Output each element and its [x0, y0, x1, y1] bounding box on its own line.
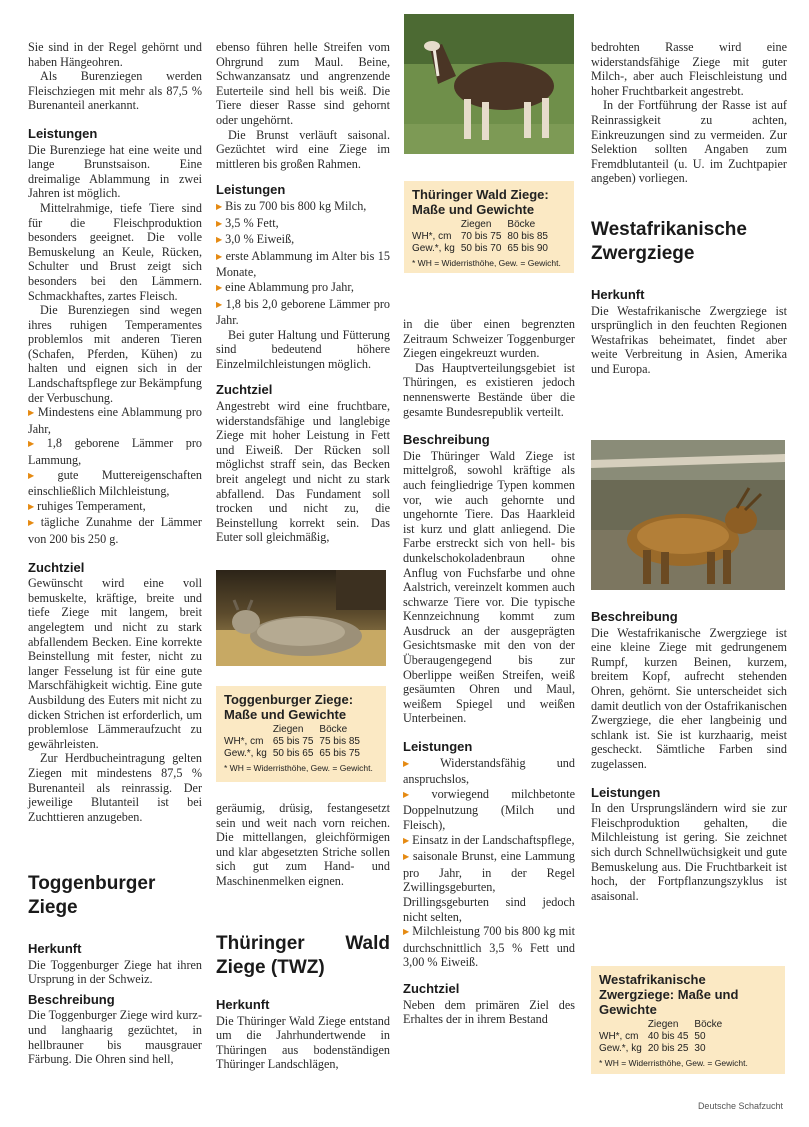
list-item: ▶ erste Ablammung im Alter bis 15 Monate,	[216, 249, 390, 280]
list-item: ▶ 3,5 % Fett,	[216, 216, 390, 233]
paragraph: Gewünscht wird eine voll bemuskelte, kräftige, breite und tiefe Ziege mit langem, breit angelegtem und nicht zu stark abfallendem Becken. Eine korrekte Beinstellung mit fester, nicht zu langer Fesselung ist für eine gute Marschfähigkeit wichtig. Eine gute Ausbildung des Euters mit nicht zu dicken Strichen ist erforderlich, um problemlose Lämmeraufzucht zu gewährleisten.	[28, 576, 202, 751]
column-2	[216, 40, 390, 545]
table-cell: 40 bis 45	[647, 1031, 689, 1042]
table-header	[224, 724, 273, 736]
list-item: ▶ 1,8 geborene Lämmer pro Lammung,	[28, 436, 202, 467]
table-cell: 65 bis 75	[272, 736, 314, 747]
box-title: Westafrikanische Zwergziege: Maße und Gewichte	[599, 972, 739, 1017]
paragraph: Die Westafrikanische Zwergziege ist ursprünglich in den feuchten Regionen Westafrikas beheimatet, findet aber weite Verbreitung in Asien, Amerika und Europa.	[591, 303, 787, 376]
info-box-westafrika	[591, 966, 785, 1074]
heading-zuchtziel-thueringer: Zuchtziel	[403, 980, 460, 996]
heading-beschreibung-toggenburger: Beschreibung	[28, 991, 115, 1007]
paragraph: In der Fortführung der Rasse ist auf Reinrassigkeit zu achten, Einkreuzungen sind zu vermeiden. Zur Selektion sollten Angaben zum Fremdblutanteil (u. U. im Zuchtpapier angeben) vorliegen.	[591, 98, 787, 186]
column-1-lower	[28, 872, 202, 1067]
table-cell: 50	[694, 1031, 706, 1042]
column-4	[591, 40, 787, 377]
list-item: ▶ vorwiegend milchbetonte Doppelnutzung (Milch und Fleisch),	[403, 787, 575, 833]
intro-text-2: Als Burenziegen werden Fleischziegen mit mehr als 87,5 % Burenanteil anerkannt.	[28, 69, 202, 113]
list-item: ▶ saisonale Brunst, eine Lammung pro Jahr, in der Regel Zwillingsgeburten, Drillingsgeburten sind jedoch nicht selten,	[403, 849, 575, 924]
heading-leistungen-toggenburger: Leistungen	[216, 182, 286, 198]
paragraph: Neben dem primären Ziel des Erhaltes der in ihrem Bestand	[403, 997, 575, 1027]
table-header: Böcke	[507, 219, 536, 230]
measurements-table	[412, 219, 554, 255]
paragraph: Die Burenziegen sind wegen ihres ruhigen Temperamentes problemlos mit anderen Tieren (Schafen, Pferden, Kühen) zu halten und eignen sich in der Landschaftspflege zur Bekämpfung der Verbuschung.	[28, 303, 202, 405]
column-2-bottom	[216, 932, 390, 1072]
list-item: ▶ ruhiges Temperament,	[28, 499, 202, 516]
table-cell: WH*, cm	[224, 736, 264, 747]
table-cell: 20 bis 25	[647, 1043, 689, 1054]
table-cell: 50 bis 65	[272, 748, 314, 759]
paragraph: bedrohten Rasse wird eine widerstandsfähige Ziege mit guter Milch-, aber auch Fleischleistung und hoher Fruchtbarkeit angestrebt.	[591, 40, 787, 98]
section-title-thueringer: Thüringer Wald Ziege (TWZ)	[216, 933, 390, 978]
paragraph: Zur Herdbucheintragung gelten Ziegen mit mindestens 87,5 % Burenanteil als reinrassig. Der jeweilige Blutanteil ist bei Zuchttieren anzugeben.	[28, 751, 202, 824]
paragraph: geräumig, drüsig, festangesetzt sein und weit nach vorn reichen. Die mittellangen, gleichförmigen und klar abgesetzten Striche sollen sich gut zum Hand- und Maschinenmelken eignen.	[216, 801, 390, 888]
paragraph: Die Thüringer Wald Ziege ist mittelgroß, sowohl kräftige als auch feingliedrige Typen kommen vor, wie auch gehornte und ungehornte Tiere. Das Haarkleid ist kurz und glatt anliegend. Die Farbe erstreckt sich von hell- bis dunkelschokoladenbraun ohne Anflug von Fuchsfarbe und ohne Aalstrich, vereinzelt kommen auch schwarze Tiere vor. Die typische Kennzeichnung kommt zum Ausdruck an der ausgeprägten Gesichtsmaske mit den von der Überaugengegend bis zur Oberlippe weißen Streifen, weiß gesäumten Ohren und Maul, weißem Spiegel und weißen Unterbeinen.	[403, 448, 575, 726]
paragraph: Die Thüringer Wald Ziege entstand um die Jahrhundertwende in Thüringen aus bodenständigen Thüringer Landschlägen,	[216, 1013, 390, 1072]
measurements-table	[599, 1019, 728, 1055]
info-box-toggenburger	[216, 686, 386, 782]
table-cell: Gew.*, kg	[224, 748, 267, 759]
table-cell: 80 bis 85	[507, 231, 548, 242]
box-footnote: * WH = Widerristhöhe, Gew. = Gewicht.	[412, 258, 561, 268]
paragraph: Die Toggenburger Ziege wird kurz- und langhaarig gezüchtet, in hellbrauner bis mausgrauer Färbung. Die Ohren sind hell,	[28, 1008, 202, 1067]
section-title-westafrika: Westafrikanische Zwergziege	[591, 218, 747, 264]
table-header: Ziegen	[272, 724, 304, 735]
paragraph: Bei guter Haltung und Fütterung sind bedeutend höhere Einzelmilchleistungen möglich.	[216, 327, 390, 371]
table-cell: 65 bis 90	[507, 243, 548, 254]
heading-herkunft-toggenburger: Herkunft	[28, 941, 82, 956]
heading-zuchtziel-toggenburger: Zuchtziel	[216, 382, 273, 398]
intro-text: Sie sind in der Regel gehörnt und haben Hängeohren.	[28, 40, 202, 69]
list-item: ▶ Mindestens eine Ablammung pro Jahr,	[28, 405, 202, 436]
heading-leistungen-westafrika: Leistungen	[591, 784, 661, 800]
table-row	[599, 1043, 728, 1055]
paragraph: Mittelrahmige, tiefe Tiere sind für die Fleischproduktion besonders geeignet. Die volle Bemuskelung an Keule, Rücken, Schulter und Brust zeigt sich besonders bei den Lämmern. Schmackhaftes, zartes Fleisch.	[28, 200, 202, 303]
bullet-list-thueringer	[403, 756, 575, 970]
table-header: Ziegen	[647, 1019, 679, 1030]
column-1	[28, 40, 202, 824]
page-footer: Deutsche Schafzucht	[697, 1101, 783, 1111]
paragraph: Die Westafrikanische Zwergziege ist eine kleine Ziege mit gedrungenem Rumpf, kurzen Beinen, kurzem, breitem Kopf, aufrecht stehenden Ohren, gehörnt. Sie unterscheidet sich damit deutlich von der Ostafrikanischen Zwergziege, die eher langbeinig und schlank ist. Sie ist kurzhaarig, meist gescheckt. Sämtliche Farben sind zugelassen.	[591, 625, 787, 771]
table-row	[599, 1031, 728, 1043]
table-row	[412, 231, 554, 243]
table-header: Böcke	[694, 1019, 723, 1030]
list-item: ▶ 1,8 bis 2,0 geborene Lämmer pro Jahr.	[216, 297, 390, 328]
table-cell: Gew.*, kg	[412, 243, 455, 254]
table-cell: Gew.*, kg	[599, 1043, 642, 1054]
info-box-thueringer	[404, 181, 574, 273]
table-cell: 70 bis 75	[460, 231, 502, 242]
photo-westafrika-goat	[591, 440, 785, 590]
bullet-list-buren	[28, 405, 202, 546]
table-header	[412, 219, 461, 231]
table-header: Ziegen	[460, 219, 492, 230]
list-item: ▶ tägliche Zunahme der Lämmer von 200 bis 250 g.	[28, 515, 202, 546]
heading-herkunft-westafrika: Herkunft	[591, 286, 645, 302]
paragraph: ebenso führen helle Streifen vom Ohrgrund zum Maul. Beine, Schwanzansatz und angrenzende Euterteile sind hell bis weiß. Die Tiere dieser Rasse sind gehornt oder ungehörnt.	[216, 40, 390, 127]
table-cell: 65 bis 75	[319, 748, 360, 759]
table-header: Böcke	[319, 724, 348, 735]
box-title: Toggenburger Ziege: Maße und Gewichte	[224, 692, 354, 722]
list-item: ▶ Widerstandsfähig und anspruchslos,	[403, 756, 575, 787]
heading-leistungen-buren: Leistungen	[28, 125, 98, 141]
list-item: ▶ eine Ablammung pro Jahr,	[216, 280, 390, 297]
column-4-lower	[591, 610, 787, 903]
column-3	[403, 317, 575, 1027]
list-item: ▶ Milchleistung 700 bis 800 kg mit durchschnittlich 3,5 % Fett und 3,00 % Eiweiß.	[403, 924, 575, 970]
paragraph: Das Hauptverteilungsgebiet ist Thüringen, es existieren jedoch nennenswerte Bestände über die gesamte Bundesrepublik verteilt.	[403, 360, 575, 419]
column-2-lower	[216, 801, 390, 889]
box-footnote: * WH = Widerristhöhe, Gew. = Gewicht.	[599, 1058, 748, 1068]
list-item: ▶ Bis zu 700 bis 800 kg Milch,	[216, 199, 390, 216]
heading-beschreibung-thueringer: Beschreibung	[403, 432, 490, 448]
photo-toggenburger-goat	[216, 570, 386, 666]
paragraph: Die Toggenburger Ziege hat ihren Ursprung in der Schweiz.	[28, 957, 202, 987]
heading-leistungen-thueringer: Leistungen	[403, 739, 473, 755]
paragraph: Angestrebt wird eine fruchtbare, widerstandsfähige und langlebige Ziege mit hoher Leistung in Fett und Eiweiß. Der Rücken soll möglichst straff sein, das Becken breit angelegt und nicht zu stark abfallend. Das Fundament soll trocken und nicht zu, die Beinstellung korrekt sein. Das Euter soll gleichmäßig,	[216, 399, 390, 545]
list-item: ▶ gute Muttereigenschaften einschließlich Milchleistung,	[28, 468, 202, 499]
table-cell: WH*, cm	[412, 231, 452, 242]
heading-herkunft-thueringer: Herkunft	[216, 997, 270, 1012]
table-cell: 50 bis 70	[460, 243, 502, 254]
heading-beschreibung-westafrika: Beschreibung	[591, 609, 678, 624]
list-item: ▶ Einsatz in der Landschaftspflege,	[403, 833, 575, 850]
paragraph: Die Burenziege hat eine weite und lange Brunstsaison. Eine dreimalige Ablammung in zwei Jahren ist möglich.	[28, 142, 202, 201]
table-cell: WH*, cm	[599, 1031, 639, 1042]
table-cell: 30	[694, 1043, 706, 1054]
section-title-toggenburger: Toggenburger Ziege	[28, 873, 156, 918]
paragraph: in die über einen begrenzten Zeitraum Schweizer Toggenburger Ziegen eingekreuzt wurden.	[403, 317, 575, 361]
list-item: ▶ 3,0 % Eiweiß,	[216, 232, 390, 249]
table-header	[599, 1019, 648, 1031]
box-footnote: * WH = Widerristhöhe, Gew. = Gewicht.	[224, 763, 373, 773]
paragraph: In den Ursprungsländern wird sie zur Fleischproduktion gehalten, die Milchleistung ist gering. Sie zeichnet sich durch Schnellwüchsigkeit und gute Bemuskelung aus. Die Fruchtbarkeit ist hoch, der Fortpflanzungszyklus ist asaisonal.	[591, 801, 787, 903]
table-row	[224, 748, 366, 760]
table-cell: 75 bis 85	[319, 736, 360, 747]
measurements-table	[224, 724, 366, 760]
paragraph: Die Brunst verläuft saisonal. Gezüchtet wird eine Ziege im mittleren bis großen Rahmen.	[216, 127, 390, 171]
box-title: Thüringer Wald Ziege: Maße und Gewichte	[412, 187, 549, 217]
table-row	[412, 243, 554, 255]
table-row	[224, 736, 366, 748]
bullet-list-toggenburger	[216, 199, 390, 328]
photo-thueringer-goat	[404, 14, 574, 154]
heading-zuchtziel-buren: Zuchtziel	[28, 559, 85, 575]
